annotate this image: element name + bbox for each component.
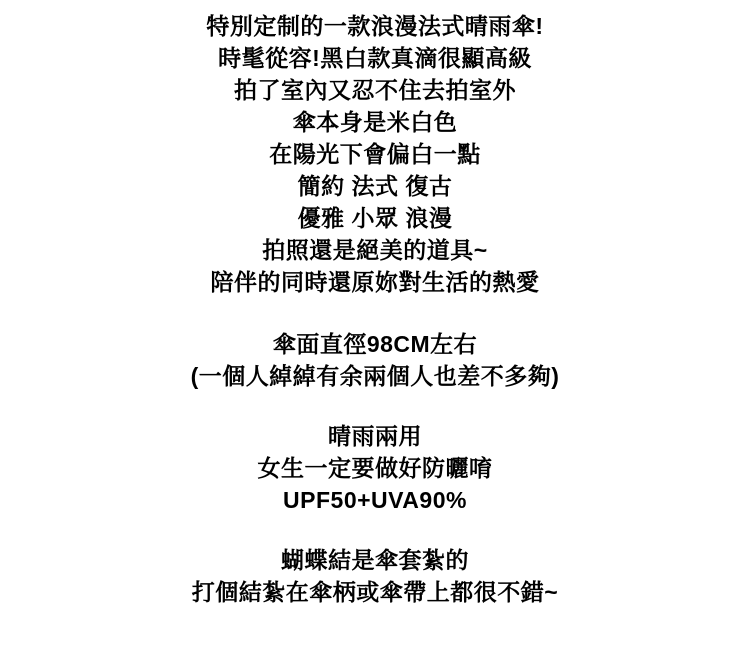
description-line: 陪伴的同時還原妳對生活的熱愛: [210, 269, 540, 295]
description-block-intro: [0, 10, 750, 298]
description-block-protection: [0, 420, 750, 516]
description-line: 在陽光下會偏白一點: [269, 141, 481, 167]
description-line: UPF50+UVA90%: [283, 487, 467, 513]
description-line: 打個結紮在傘柄或傘帶上都很不錯~: [191, 579, 559, 605]
description-block-bow: [0, 544, 750, 608]
description-line: 時髦從容!黑白款真滴很顯高級: [218, 45, 532, 71]
description-line: 傘面直徑98CM左右: [272, 331, 478, 357]
description-line: 特別定制的一款浪漫法式晴雨傘!: [206, 13, 544, 39]
description-line: 優雅 小眾 浪漫: [297, 205, 453, 231]
description-line: 傘本身是米白色: [292, 109, 458, 135]
description-line: (一個人綽綽有余兩個人也差不多夠): [190, 363, 560, 389]
description-line: 女生一定要做好防曬唷: [257, 455, 493, 481]
description-block-size: [0, 328, 750, 392]
description-line: 拍了室內又忍不住去拍室外: [234, 77, 516, 103]
description-line: 拍照還是絕美的道具~: [262, 237, 488, 263]
description-line: 蝴蝶結是傘套紮的: [281, 547, 469, 573]
description-line: 晴雨兩用: [328, 423, 422, 449]
description-line: 簡約 法式 復古: [297, 173, 453, 199]
